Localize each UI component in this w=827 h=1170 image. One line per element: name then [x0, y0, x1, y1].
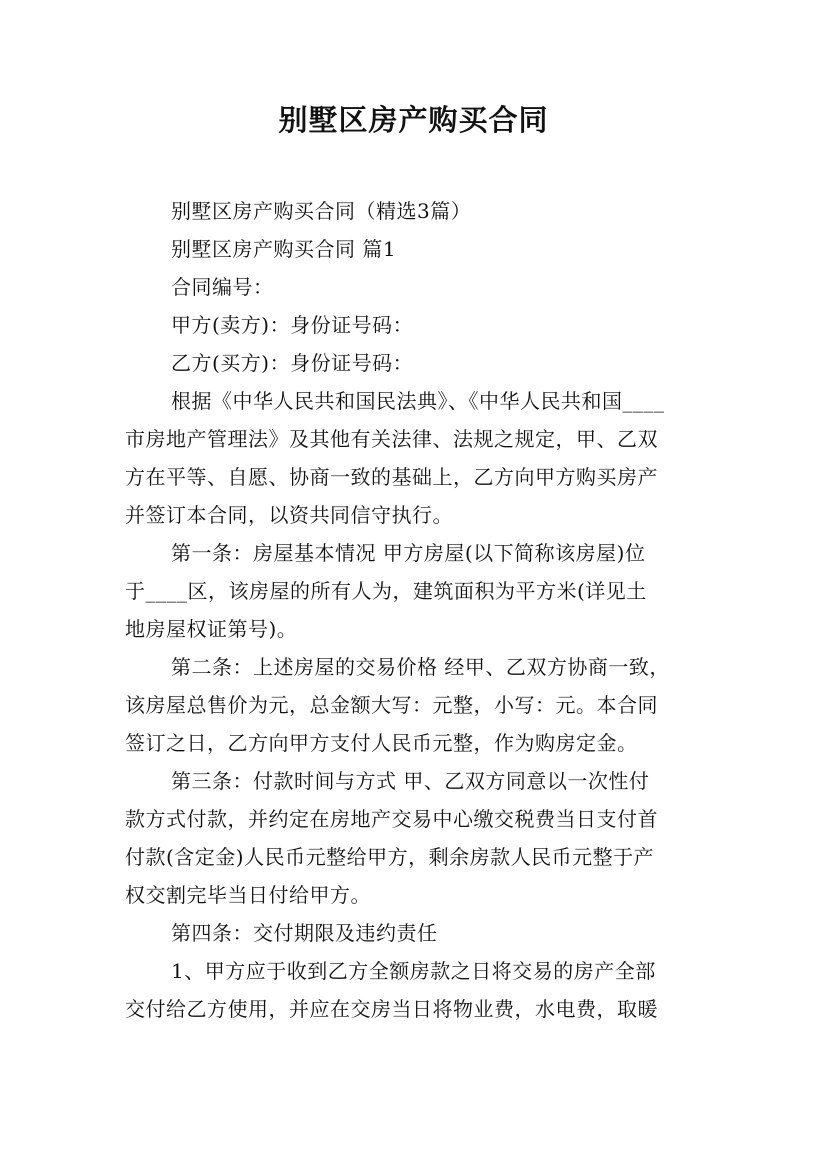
paragraph-line: 市房地产管理法》及其他有关法律、法规之规定，甲、乙双 — [125, 427, 658, 451]
article-1-line: 于____区，该房屋的所有人为，建筑面积为平方米(详见土 — [125, 579, 647, 603]
article-1-line: 第一条：房屋基本情况 甲方房屋(以下简称该房屋)位 — [171, 541, 646, 565]
document-title: 别墅区房产购买合同 — [278, 103, 549, 137]
paragraph-line: 根据《中华人民共和国民法典》、《中华人民共和国____ — [171, 389, 665, 413]
paragraph-line: 并签订本合同，以资共同信守执行。 — [125, 503, 453, 527]
article-3-line: 第三条：付款时间与方式 甲、乙双方同意以一次性付 — [171, 769, 650, 793]
paragraph-line: 方在平等、自愿、协商一致的基础上，乙方向甲方购买房产 — [125, 465, 658, 489]
article-3-line: 付款(含定金)人民币元整给甲方，剩余房款人民币元整于产 — [125, 845, 655, 869]
subtitle-line: 别墅区房产购买合同（精选3篇） — [171, 199, 472, 223]
document-body — [125, 192, 710, 1028]
article-4-heading: 第四条：交付期限及违约责任 — [171, 921, 438, 945]
article-3-line: 款方式付款，并约定在房地产交易中心缴交税费当日支付首 — [125, 807, 658, 831]
article-4-line: 1、甲方应于收到乙方全额房款之日将交易的房产全部 — [171, 959, 656, 983]
article-4-line: 交付给乙方使用，并应在交房当日将物业费，水电费，取暖 — [125, 997, 658, 1021]
party-a-line: 甲方(卖方)：身份证号码： — [171, 313, 414, 337]
article-1-line: 地房屋权证第号)。 — [125, 617, 298, 641]
contract-number-line: 合同编号： — [171, 275, 274, 299]
party-b-line: 乙方(买方)：身份证号码： — [171, 351, 414, 375]
article-2-line: 签订之日，乙方向甲方支付人民币元整，作为购房定金。 — [125, 731, 638, 755]
article-2-line: 该房屋总售价为元，总金额大写：元整，小写：元。本合同 — [125, 693, 658, 717]
section-heading: 别墅区房产购买合同 篇1 — [171, 237, 397, 261]
article-2-line: 第二条：上述房屋的交易价格 经甲、乙双方协商一致， — [171, 655, 670, 679]
article-3-line: 权交割完毕当日付给甲方。 — [125, 883, 371, 907]
